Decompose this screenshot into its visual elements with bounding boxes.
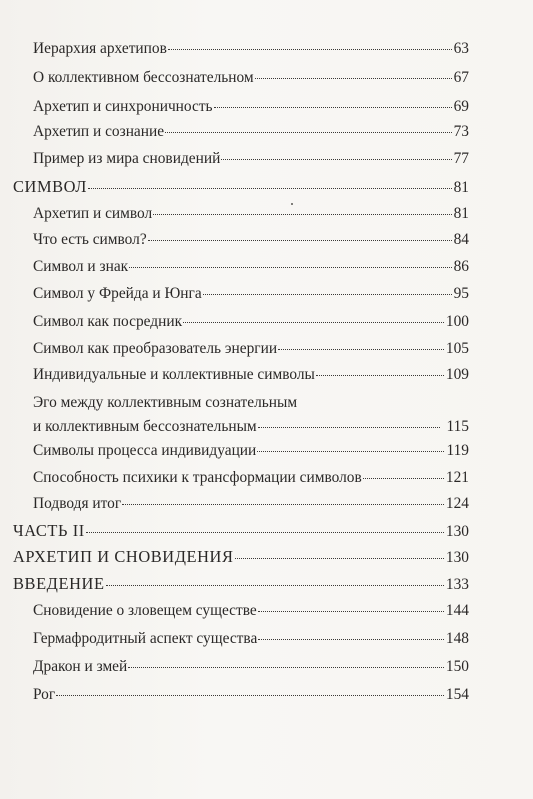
toc-entry-page: 73 — [453, 123, 469, 140]
toc-entry-two-line — [33, 391, 469, 439]
toc-entry-title: Архетип и сознание — [33, 123, 165, 140]
dot-leader — [56, 695, 444, 696]
dot-leader — [106, 585, 444, 586]
toc-entry — [33, 366, 469, 384]
toc-section-title: ЧАСТЬ II — [13, 521, 85, 540]
toc-entry — [33, 313, 469, 331]
toc-section-page: 81 — [453, 179, 469, 196]
dot-leader — [258, 427, 441, 428]
dot-leader — [257, 451, 444, 452]
dot-leader — [363, 478, 444, 479]
toc-entry-title: Символ как посредник — [33, 313, 183, 330]
dot-leader — [255, 78, 452, 79]
toc-entry — [33, 442, 469, 460]
toc-entry-title: Что есть символ? — [33, 231, 147, 248]
toc-section-page: 130 — [445, 523, 469, 540]
toc-entry — [33, 686, 469, 704]
toc-section-title: ВВЕДЕНИЕ — [13, 574, 105, 593]
toc-entry-page: 144 — [445, 602, 469, 619]
toc-entry-title: Архетип и символ — [33, 205, 153, 222]
toc-section — [13, 177, 469, 197]
toc-entry-page: 81 — [453, 205, 469, 222]
toc-entry-title: Дракон и змей — [33, 658, 128, 675]
toc-entry-title: Пример из мира сновидений — [33, 150, 221, 167]
toc-entry — [33, 340, 469, 358]
toc-entry — [33, 69, 469, 87]
toc-entry — [33, 258, 469, 276]
toc-entry-title: Символ и знак — [33, 258, 129, 275]
toc-entry-title: Символ как преобразователь энергии — [33, 340, 278, 357]
toc-entry-page: 100 — [445, 313, 469, 330]
toc-entry-title: Символ у Фрейда и Юнга — [33, 285, 202, 302]
toc-entry — [33, 285, 469, 303]
toc-entry — [33, 469, 469, 487]
toc-entry — [33, 658, 469, 676]
dot-leader — [203, 294, 452, 295]
toc-entry — [33, 602, 469, 620]
toc-entry-title: Символы процесса индивидуации — [33, 442, 257, 459]
dot-leader — [128, 667, 444, 668]
dot-leader — [183, 322, 444, 323]
toc-entry-page: 119 — [446, 442, 469, 459]
toc-entry — [33, 150, 469, 168]
toc-entry-title: Способность психики к трансформации символов — [33, 469, 362, 486]
toc-entry — [33, 205, 469, 223]
toc-entry-page: 121 — [445, 469, 469, 486]
dot-leader — [278, 349, 444, 350]
dot-leader — [221, 159, 451, 160]
toc-section-title: СИМВОЛ — [13, 177, 88, 196]
toc-section — [13, 574, 469, 594]
toc-entry-title-line1: Эго между коллективным сознательным — [33, 394, 298, 411]
toc-entry-title: Иерархия архетипов — [33, 40, 167, 57]
toc-entry-page: 124 — [445, 495, 469, 512]
toc-entry-page: 150 — [445, 658, 469, 675]
dot-leader — [168, 49, 452, 50]
dot-leader — [153, 214, 451, 215]
toc-entry — [33, 495, 469, 513]
toc-entry-title: О коллективном бессознательном — [33, 69, 254, 86]
toc-entry-page: 105 — [445, 340, 469, 357]
toc-section-page: 133 — [445, 576, 469, 593]
toc-entry-page: 148 — [445, 630, 469, 647]
toc-section — [13, 521, 469, 541]
toc-entry-title: Подводя итог — [33, 495, 122, 512]
toc-section-page: 130 — [445, 549, 469, 566]
toc-entry-title-line2: и коллективным бессознательным — [33, 418, 257, 435]
toc-entry-page: 63 — [453, 40, 469, 57]
toc-entry-title: Рог — [33, 686, 56, 703]
dot-leader — [258, 611, 444, 612]
toc-entry-title: Архетип и синхроничность — [33, 98, 213, 115]
toc-entry-page: 67 — [453, 69, 469, 86]
dot-leader — [235, 558, 444, 559]
toc-entry-title: Гермафродитный аспект существа — [33, 630, 258, 647]
toc-entry-page: 84 — [453, 231, 469, 248]
dot-leader — [148, 240, 452, 241]
dot-leader — [214, 107, 452, 108]
toc-entry — [33, 123, 469, 141]
toc-entry — [33, 40, 469, 58]
dot-leader — [88, 188, 452, 189]
dot-leader — [258, 639, 444, 640]
dot-leader — [86, 532, 444, 533]
dot-leader — [129, 267, 451, 268]
toc-entry-title: Сновидение о зловещем существе — [33, 602, 257, 619]
dot-leader — [122, 504, 444, 505]
toc-entry-page: 109 — [445, 366, 469, 383]
toc-entry-title: Индивидуальные и коллективные символы — [33, 366, 315, 383]
toc-entry-page: 86 — [453, 258, 469, 275]
toc-section-title: АРХЕТИП И СНОВИДЕНИЯ — [13, 547, 234, 566]
toc-entry-page: 115 — [446, 418, 469, 435]
toc-section — [13, 547, 469, 567]
toc-entry-page: 69 — [453, 98, 469, 115]
toc-entry-page: 77 — [453, 150, 469, 167]
dot-leader — [316, 375, 444, 376]
toc-entry-page: 154 — [445, 686, 469, 703]
toc-entry — [33, 231, 469, 249]
toc-entry — [33, 630, 469, 648]
dot-leader — [165, 132, 452, 133]
toc-entry-page: 95 — [453, 285, 469, 302]
toc-entry — [33, 98, 469, 116]
